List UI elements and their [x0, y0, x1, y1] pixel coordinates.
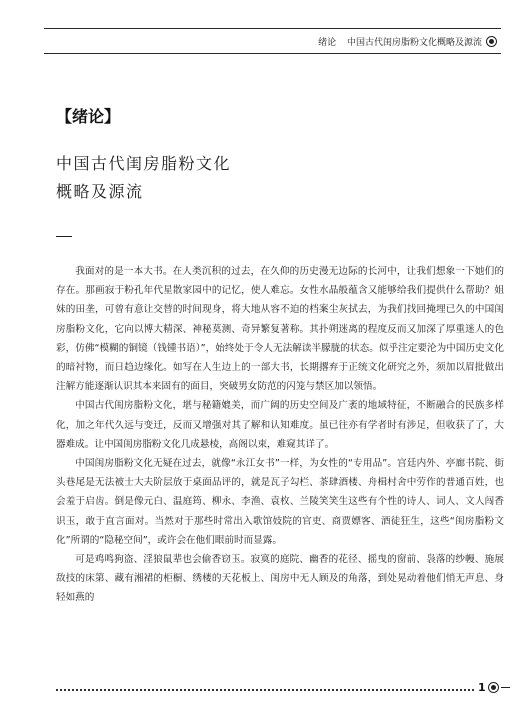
- body-text: [56, 262, 504, 608]
- footer-dotted-rule: [56, 689, 474, 691]
- paragraph: 中国闺房脂粉文化无疑在过去，就像“永江女书”一样，为女性的“专用品”。宫廷内外、亭廊书院、街头巷尾是无法被士大夫阶层放于桌面品评的，就是瓦子勾栏、茶肆酒楼、舟楫村舍中劳作的普通百姓，也会羞于启齿。倒是像元白、温庭筠、柳永、李渔、袁枚、兰陵笑笑生这些有个性的诗人、词人、文人闯香识玉，敢于直言面对。当然对于那些时常出入歌馆妓院的官吏、商贾嫖客、酒徒狂生，这些“闺房脂粉文化”所谓的“隐秘空间”，或许会在他们眼前时而显露。: [56, 458, 504, 546]
- circle-dot-icon: [486, 36, 497, 47]
- running-head: [318, 35, 497, 48]
- running-head-book-title: 中国古代闺房脂粉文化概略及源流: [346, 38, 482, 48]
- header-underline: [44, 53, 501, 54]
- page-number-value: 1: [478, 681, 486, 694]
- section-label: 【绪论】: [56, 107, 121, 126]
- chapter-title-line-1: 中国古代闺房脂粉文化: [56, 154, 232, 173]
- running-head-section: 绪论: [318, 38, 337, 48]
- page-number: [478, 681, 510, 694]
- paragraph: 我面对的是一本大书。在人类沉积的过去，在久仰的历史漫无边际的长河中，让我们想象一下她们的存在。那画寂于粉孔年代星散家园中的记忆，使人难忘。女性水晶般蕴含又能够给我们提供什么帮助？姐妹的田垄，可曾有意让交替的时间现身，将大地从容不迫的档案尘灰拭去，为我们找回掩埋已久的中国闺房脂粉文化，它向以博大精深、神秘莫测、奇异繁复著称。其扑朔迷离的程度反而又加深了厚重迷人的色彩，仿佛“模糊的铜镜（钱锺书语）”，始终处于令人无法解读半朦胧的状态。似乎注定要沦为中国历史文化的暗衬物，而日趋边缘化。如写在人生边上的一部大书，长期撂弃于正统文化研究之外，须加以眉批做出注解方能逐渐认识其本来固有的面目，突破男女防范的闪笼与禁区加以领悟。: [56, 266, 504, 393]
- chapter-title-line-2: 概略及源流: [56, 182, 144, 201]
- top-rule: [44, 28, 501, 29]
- paragraph: 中国古代闺房脂粉文化，堪与秘籍媲美，而广阔的历史空间及广袤的地域特征，不断融合的民族多样化，加之年代久远与变迁，反而又增强对其了解和认知难度。虽已往亦有学者时有涉足，但收获了了，大器难成。让中国闺房脂粉文化几成悬棱，高阁以束，难窥其详了。: [56, 400, 504, 450]
- circle-dot-icon: [488, 682, 499, 693]
- paragraph: 可是鸡鸣狗盗、淫狼鼠辈也会偷香窃玉。寂寞的庭院、幽香的花径、摇曳的窗前、袅落的纱幔、施展敌技的床第、藏有湘裙的柜橱、绣楼的天花板上、闺房中无人顾及的角落，到处晃动着他们悄无声息、身轻如燕的: [56, 554, 504, 604]
- chapter-title: [56, 150, 231, 206]
- subsection-mark: [56, 236, 72, 237]
